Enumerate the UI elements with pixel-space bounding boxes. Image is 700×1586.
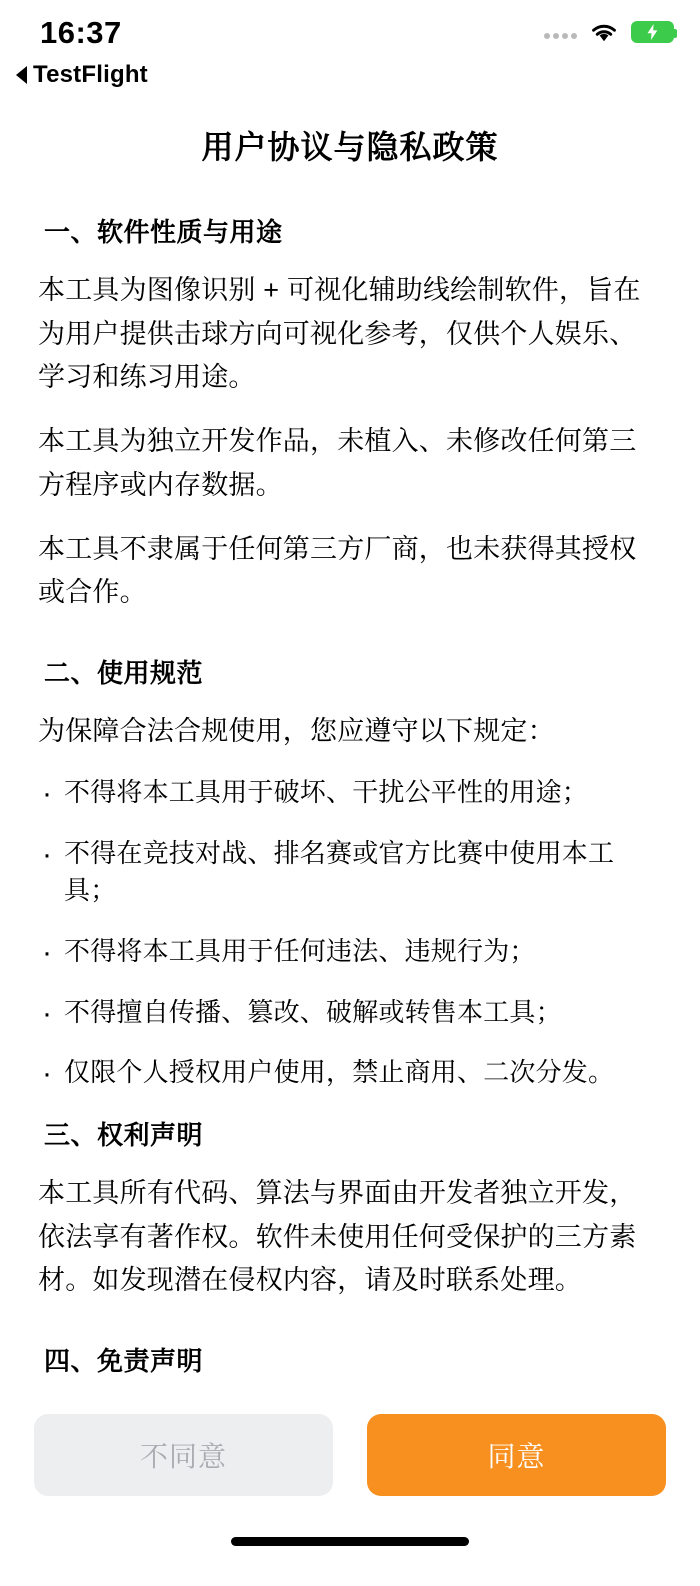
section-1-paragraph-3: 本工具不隶属于任何第三方厂商，也未获得其授权或合作。 <box>38 533 637 608</box>
section-3-paragraph-1: 本工具所有代码、算法与界面由开发者独立开发，依法享有著作权。软件未使用任何受保护的三方素材。如发现潜在侵权内容，请及时联系处理。 <box>38 1178 637 1296</box>
back-label[interactable]: TestFlight <box>33 61 148 88</box>
section-1-paragraph-2: 本工具为独立开发作品，未植入、未修改任何第三方程序或内存数据。 <box>38 426 637 500</box>
signal-dots-icon <box>544 25 577 39</box>
agreement-content <box>0 92 700 1398</box>
status-bar <box>0 0 700 58</box>
battery-charging-icon <box>631 21 674 43</box>
section-2-bullet-list <box>38 774 662 1092</box>
back-arrow-icon[interactable] <box>16 66 27 84</box>
action-button-row <box>0 1398 700 1496</box>
section-1-paragraph-1: 本工具为图像识别 + 可视化辅助线绘制软件，旨在为用户提供击球方向可视化参考，仅供个人娱乐、学习和练习用途。 <box>38 275 641 393</box>
home-indicator-area <box>0 1496 700 1586</box>
section-heading-1: 一、软件性质与用途 <box>44 217 283 247</box>
list-item: · 不得在竞技对战、排名赛或官方比赛中使用本工具； <box>38 835 662 910</box>
wifi-icon <box>590 22 618 43</box>
decline-button[interactable]: 不同意 <box>34 1414 333 1496</box>
list-item: · 不得擅自传播、篡改、破解或转售本工具； <box>38 994 662 1032</box>
status-bar-clock: 16:37 <box>40 14 122 50</box>
section-heading-3: 三、权利声明 <box>44 1120 204 1150</box>
back-bar[interactable] <box>0 58 700 92</box>
list-item: · 仅限个人授权用户使用，禁止商用、二次分发。 <box>38 1054 662 1092</box>
accept-button[interactable]: 同意 <box>367 1414 666 1496</box>
section-heading-2: 二、使用规范 <box>44 658 204 689</box>
section-2-paragraph-1: 为保障合法合规使用，您应遵守以下规定： <box>38 716 555 747</box>
list-item: · 不得将本工具用于破坏、干扰公平性的用途； <box>38 774 662 812</box>
status-bar-indicators <box>544 15 674 43</box>
section-heading-4: 四、免责声明 <box>44 1346 204 1377</box>
list-item: · 不得将本工具用于任何违法、违规行为； <box>38 933 662 971</box>
page-title: 用户协议与隐私政策 <box>201 129 499 165</box>
home-indicator[interactable] <box>231 1537 469 1546</box>
